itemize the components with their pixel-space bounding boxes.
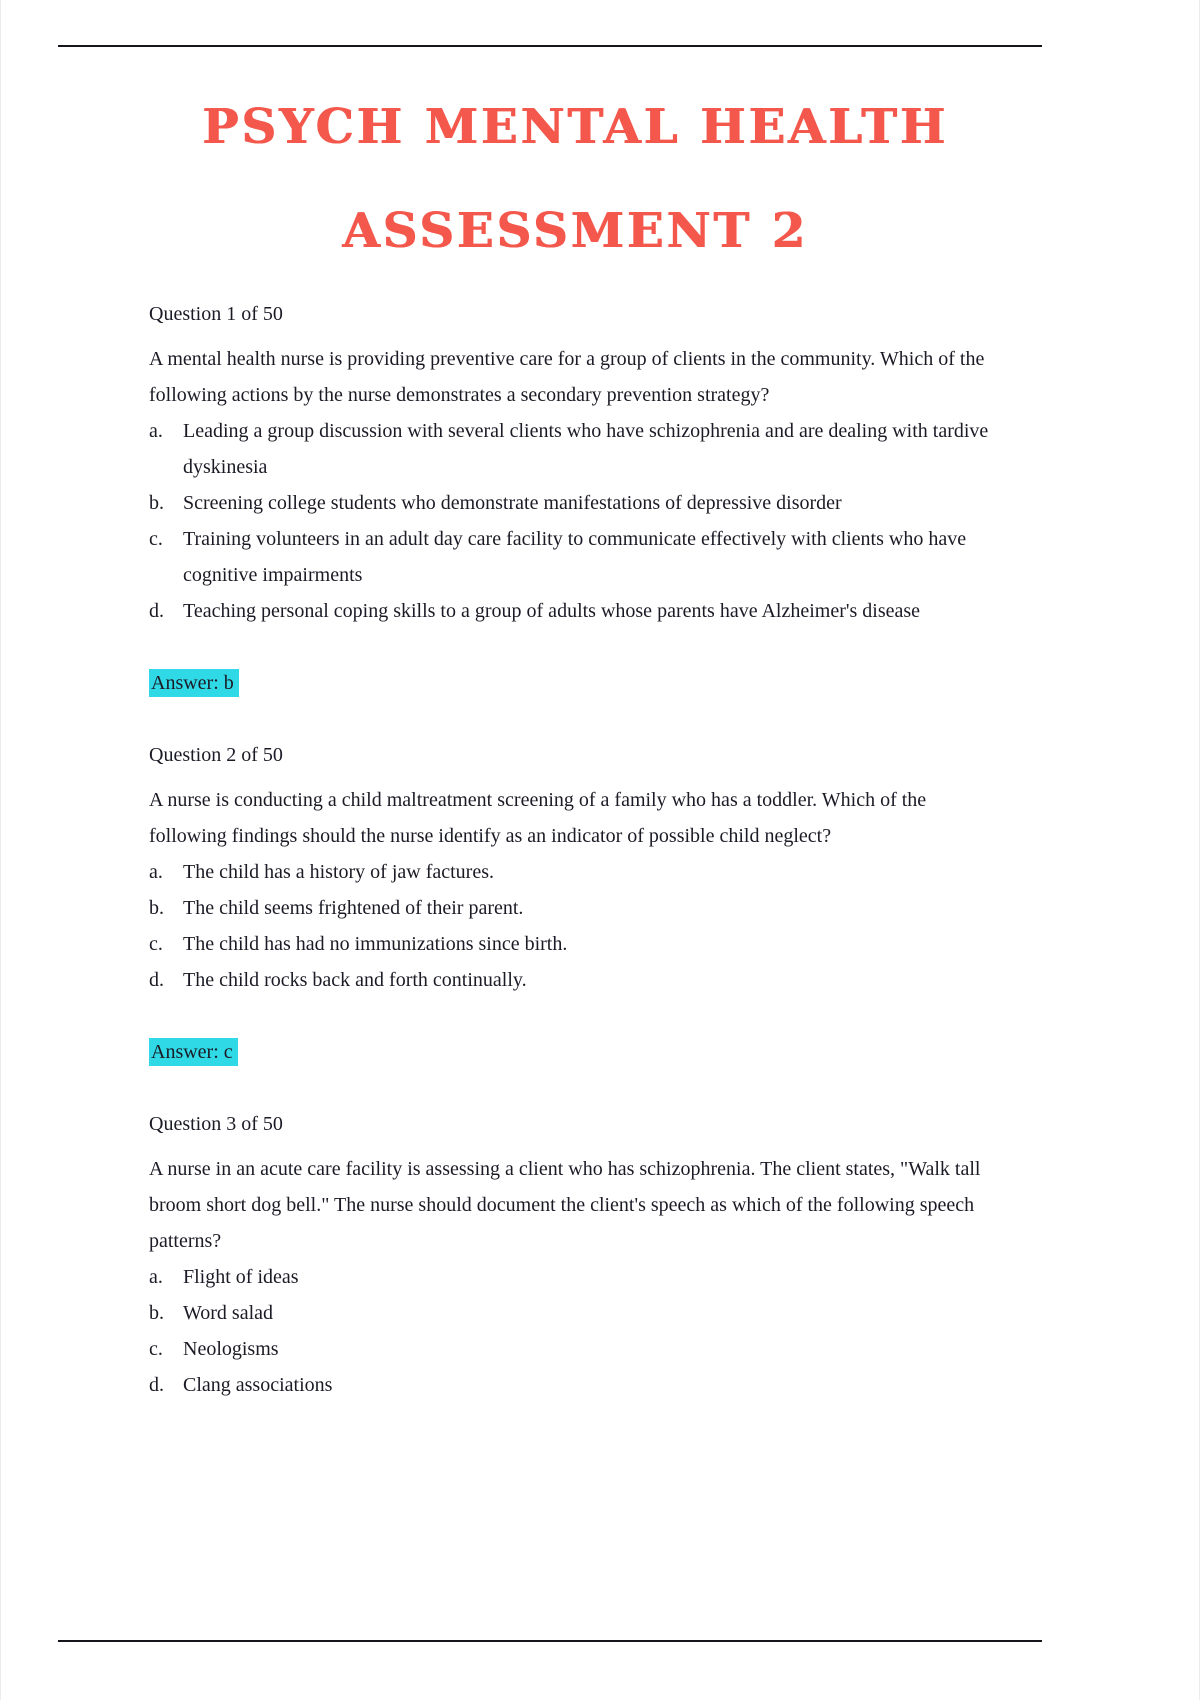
option-letter: c. <box>149 1338 163 1360</box>
option-text: Leading a group discussion with several clients who have schizophrenia and are dealing with tardive dyskinesia <box>183 420 989 478</box>
option-row <box>149 854 1001 890</box>
option-text: Neologisms <box>183 1338 279 1360</box>
option-letter: a. <box>149 420 163 442</box>
option-letter: d. <box>149 1374 164 1396</box>
option-text: Screening college students who demonstrate manifestations of depressive disorder <box>183 492 842 514</box>
question-text: A mental health nurse is providing preventive care for a group of clients in the community. Which of the following actions by the nurse demonstrates a secondary prevention strategy? <box>149 348 985 406</box>
bottom-rule <box>58 1640 1042 1642</box>
option-text: The child seems frightened of their parent. <box>183 897 524 919</box>
option-text: Teaching personal coping skills to a group of adults whose parents have Alzheimer's disease <box>183 600 921 622</box>
page-title-line1: PSYCH MENTAL HEALTH <box>202 99 948 155</box>
option-row <box>149 485 1001 521</box>
option-letter: a. <box>149 1266 163 1288</box>
option-text: Flight of ideas <box>183 1266 299 1288</box>
option-row <box>149 1295 1001 1331</box>
option-letter: d. <box>149 600 164 622</box>
answer-highlight: Answer: c <box>149 1038 238 1066</box>
question-block-1 <box>149 296 1001 701</box>
option-row <box>149 1367 1001 1403</box>
option-row <box>149 926 1001 962</box>
option-row <box>149 1259 1001 1295</box>
option-letter: d. <box>149 969 164 991</box>
answer-line <box>149 1034 1001 1070</box>
question-text: A nurse in an acute care facility is assessing a client who has schizophrenia. The client states, "Walk tall broom short dog bell." The nurse should document the client's speech as which of the following speech patterns? <box>149 1158 981 1252</box>
option-row <box>149 890 1001 926</box>
question-block-2 <box>149 737 1001 1070</box>
question-block-3 <box>149 1106 1001 1403</box>
option-letter: a. <box>149 861 163 883</box>
page-title-line2: ASSESSMENT 2 <box>342 203 808 259</box>
option-letter: b. <box>149 1302 164 1324</box>
option-letter: c. <box>149 933 163 955</box>
option-letter: c. <box>149 528 163 550</box>
question-header: Question 2 of 50 <box>149 744 283 766</box>
option-text: The child has had no immunizations since birth. <box>183 933 568 955</box>
option-text: Training volunteers in an adult day care facility to communicate effectively with clients who have cognitive impairments <box>183 528 967 586</box>
question-text: A nurse is conducting a child maltreatment screening of a family who has a toddler. Which of the following findings should the nurse identify as an indicator of possible child neglect? <box>149 789 927 847</box>
document-content <box>149 0 1001 1403</box>
option-row <box>149 413 1001 485</box>
option-row <box>149 962 1001 998</box>
option-row <box>149 521 1001 593</box>
option-row <box>149 593 1001 629</box>
option-text: Clang associations <box>183 1374 333 1396</box>
option-text: The child has a history of jaw factures. <box>183 861 495 883</box>
option-text: The child rocks back and forth continually. <box>183 969 527 991</box>
answer-highlight: Answer: b <box>149 669 239 697</box>
question-header: Question 3 of 50 <box>149 1113 283 1135</box>
question-header: Question 1 of 50 <box>149 303 283 325</box>
answer-line <box>149 665 1001 701</box>
option-row <box>149 1331 1001 1367</box>
option-text: Word salad <box>183 1302 274 1324</box>
option-letter: b. <box>149 897 164 919</box>
option-letter: b. <box>149 492 164 514</box>
